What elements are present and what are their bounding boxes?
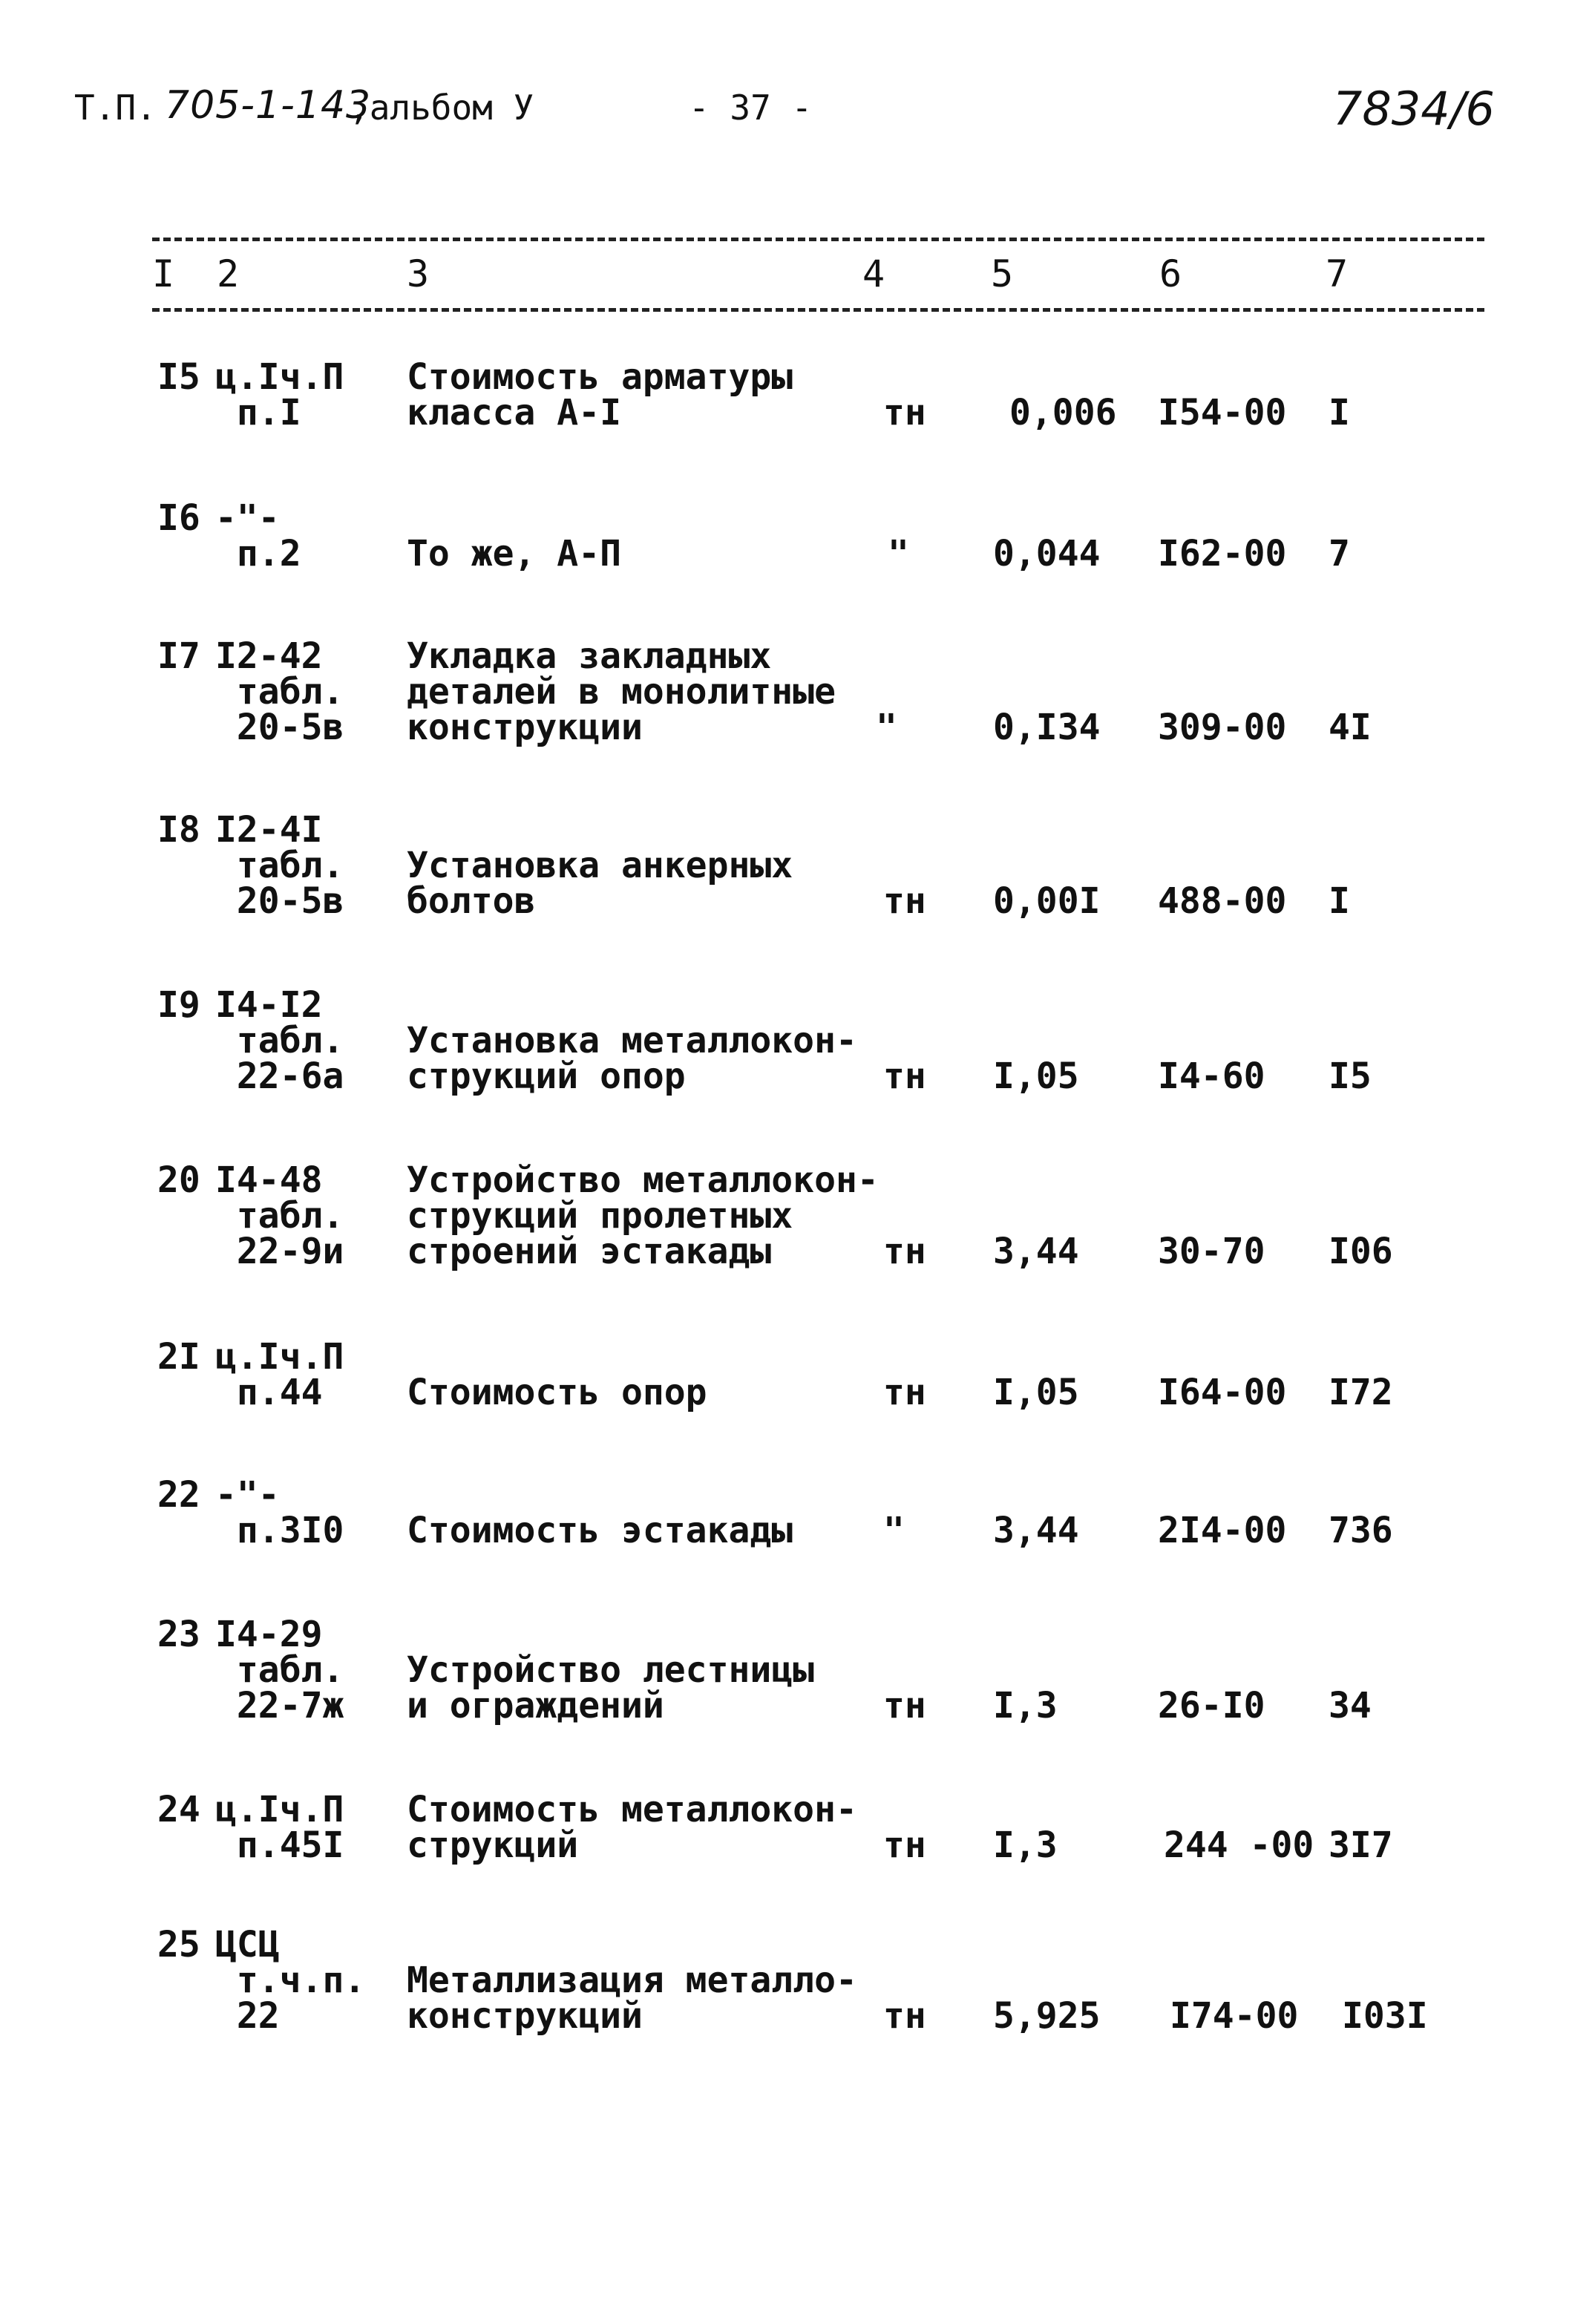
work-description: Металлизация металло- конструкций [407, 1960, 857, 2037]
row-number: I8 [157, 809, 200, 851]
row-number: 20 [157, 1159, 200, 1201]
total-cost: I5 [1329, 1055, 1372, 1097]
column-header-6: 6 [1159, 252, 1182, 295]
header-prefix: Т.П. [74, 88, 157, 128]
quantity: 3,44 [993, 1510, 1079, 1551]
row-number: I5 [157, 356, 200, 398]
row-number: 23 [157, 1614, 200, 1655]
quantity: I,05 [993, 1055, 1079, 1097]
norm-reference: ЦСЦ т.ч.п. 22 [215, 1924, 366, 2037]
unit-price: I74-00 [1170, 1995, 1299, 2037]
work-description: Устройство металлокон- струкций пролетных строений эстакады [407, 1159, 879, 1272]
column-header-5: 5 [991, 252, 1014, 295]
row-number: 22 [157, 1474, 200, 1516]
unit-price: I64-00 [1158, 1372, 1287, 1413]
unit: тн [883, 1231, 926, 1272]
album-label: ,альбом У [349, 88, 534, 128]
quantity: I,3 [993, 1685, 1058, 1726]
row-number: 25 [157, 1924, 200, 1965]
unit-price: 244 -00 [1164, 1824, 1314, 1866]
total-cost: 7 [1329, 533, 1350, 575]
quantity: 3,44 [993, 1231, 1079, 1272]
row-number: I6 [157, 497, 200, 539]
total-cost: I06 [1329, 1231, 1393, 1272]
work-description: Укладка закладных деталей в монолитные конструкции [407, 635, 836, 748]
column-header-2: 2 [217, 252, 240, 295]
document-number: 7834/6 [1332, 82, 1495, 136]
norm-reference: I4-48 табл. 22-9и [215, 1159, 344, 1272]
total-cost: 4I [1329, 707, 1372, 748]
unit-price: I4-60 [1158, 1055, 1265, 1097]
quantity: 5,925 [993, 1995, 1101, 2037]
quantity: 0,00I [993, 880, 1101, 922]
norm-reference: I4-I2 табл. 22-6а [215, 984, 344, 1097]
unit: тн [883, 1995, 926, 2037]
unit: тн [883, 880, 926, 922]
total-cost: I72 [1329, 1372, 1393, 1413]
norm-reference: -"- п.3I0 [215, 1474, 344, 1551]
unit: " [883, 1510, 905, 1551]
row-number: I7 [157, 635, 200, 677]
total-cost: I [1329, 392, 1350, 433]
column-header-3: 3 [407, 252, 430, 295]
quantity: I,3 [993, 1824, 1058, 1866]
unit-price: 309-00 [1158, 707, 1287, 748]
work-description: Стоимость эстакады [407, 1510, 793, 1551]
total-cost: 3I7 [1329, 1824, 1393, 1866]
norm-reference: I2-42 табл. 20-5в [215, 635, 344, 748]
unit: " [888, 533, 909, 575]
norm-reference: ц.Iч.П п.44 [215, 1336, 344, 1413]
unit: тн [883, 1824, 926, 1866]
row-number: I9 [157, 984, 200, 1026]
column-header-4: 4 [862, 252, 885, 295]
project-number: 705-1-143 [165, 83, 372, 128]
unit: тн [883, 1372, 926, 1413]
row-number: 24 [157, 1789, 200, 1830]
unit: тн [883, 1685, 926, 1726]
quantity: I,05 [993, 1372, 1079, 1413]
unit: " [876, 707, 897, 748]
work-description: Установка металлокон- струкций опор [407, 1020, 857, 1097]
total-cost: 736 [1329, 1510, 1393, 1551]
unit-price: 30-70 [1158, 1231, 1265, 1272]
norm-reference: ц.Iч.П п.45I [215, 1789, 344, 1866]
unit-price: 26-I0 [1158, 1685, 1265, 1726]
unit-price: 2I4-00 [1158, 1510, 1287, 1551]
unit: тн [883, 392, 926, 433]
total-cost: I03I [1342, 1995, 1428, 2037]
unit-price: 488-00 [1158, 880, 1287, 922]
quantity: 0,044 [993, 533, 1101, 575]
unit-price: I62-00 [1158, 533, 1287, 575]
work-description: Стоимость арматуры класса А-I [407, 356, 793, 433]
unit: тн [883, 1055, 926, 1097]
work-description: Устройство лестницы и ограждений [407, 1649, 815, 1726]
total-cost: 34 [1329, 1685, 1372, 1726]
column-header-1: I [152, 252, 175, 295]
row-number: 2I [157, 1336, 200, 1378]
column-header-7: 7 [1326, 252, 1349, 295]
norm-reference: ц.Iч.П п.I [215, 356, 344, 433]
work-description: Установка анкерных болтов [407, 845, 793, 922]
work-description: Стоимость металлокон- струкций [407, 1789, 857, 1866]
bottom-dashed-rule [152, 308, 1484, 312]
page-number: - 37 - [689, 88, 813, 128]
norm-reference: I2-4I табл. 20-5в [215, 809, 344, 922]
work-description: Стоимость опор [407, 1372, 707, 1413]
top-dashed-rule [152, 238, 1484, 241]
total-cost: I [1329, 880, 1350, 922]
quantity: 0,006 [1009, 392, 1117, 433]
work-description: То же, А-П [407, 533, 621, 575]
norm-reference: I4-29 табл. 22-7ж [215, 1614, 344, 1726]
unit-price: I54-00 [1158, 392, 1287, 433]
quantity: 0,I34 [993, 707, 1101, 748]
norm-reference: -"- п.2 [215, 497, 301, 575]
